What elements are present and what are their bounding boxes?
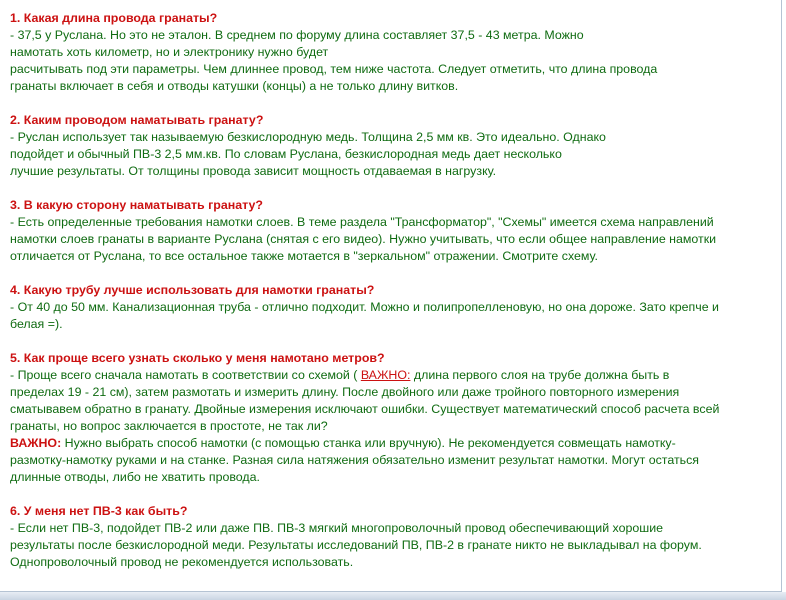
faq-answer-line: отличается от Руслана, то все остальное также мотается в "зеркальном" отражении. Смотрите схему. — [10, 249, 598, 263]
faq-item-4 — [10, 282, 780, 333]
faq-answer-line: гранаты включает в себя и отводы катушки (концы) а не только длину витков. — [10, 79, 459, 93]
faq-answer-line: гранаты, но вопрос заключается в простоте, не так ли? — [10, 419, 328, 433]
faq-answer-line: намотки слоев гранаты в варианте Руслана (снятая с его видео). Нужно учитывать, что если общее направление намотки — [10, 232, 717, 246]
faq-question: 5. Как проще всего узнать сколько у меня намотано метров? — [10, 351, 385, 365]
faq-note-line: длинные отводы, либо не хватить провода. — [10, 470, 260, 484]
bottom-strip — [0, 592, 786, 600]
faq-list — [10, 10, 780, 588]
faq-question: 2. Каким проводом наматывать гранату? — [10, 113, 264, 127]
faq-answer-line: подойдет и обычный ПВ-3 2,5 мм.кв. По словам Руслана, безкислородная медь дает несколько — [10, 147, 562, 161]
faq-item-3 — [10, 197, 780, 265]
faq-answer-line: - От 40 до 50 мм. Канализационная труба - отлично подходит. Можно и полипропелленовую, но она дороже. Зато крепче и — [10, 300, 719, 314]
faq-answer-line: расчитывать под эти параметры. Чем длиннее провод, тем ниже частота. Следует отметить, что длина провода — [10, 62, 658, 76]
faq-answer-line: - Руслан использует так называемую безкислородную медь. Толщина 2,5 мм кв. Это идеально. Однако — [10, 130, 606, 144]
faq-answer-line: результаты после безкислородной меди. Результаты исследований ПВ, ПВ-2 в гранате никто не выкладывал на форум. — [10, 538, 702, 552]
important-label: ВАЖНО: — [10, 436, 62, 450]
faq-answer-line: - Если нет ПВ-3, подойдет ПВ-2 или даже ПВ. ПВ-3 мягкий многопроволочный провод обеспечивающий хорошие — [10, 521, 664, 535]
faq-answer-line: сматывавем обратно в гранату. Двойные измерения исключают ошибки. Существует математический способ расчета всей — [10, 402, 720, 416]
faq-question: 3. В какую сторону наматывать гранату? — [10, 198, 263, 212]
important-link[interactable]: ВАЖНО: — [360, 368, 411, 382]
faq-note-line: размотку-намотку руками и на станке. Разная сила натяжения обязательно изменит результат намотки. Могут остаться — [10, 453, 700, 467]
faq-answer-text: - Проще всего сначала намотать в соответствии со схемой ( — [10, 368, 361, 382]
faq-answer-line: лучшие результаты. От толщины провода зависит мощность отдаваемая в нагрузку. — [10, 164, 497, 178]
faq-question: 4. Какую трубу лучше использовать для намотки гранаты? — [10, 283, 375, 297]
faq-item-2 — [10, 112, 780, 180]
faq-answer-line — [10, 367, 780, 384]
faq-answer-line: Однопроволочный провод не рекомендуется использовать. — [10, 555, 354, 569]
faq-note-text: Нужно выбрать способ намотки (с помощью станка или вручную). Не рекомендуется совмещать намотку- — [61, 436, 676, 450]
faq-question: 6. У меня нет ПВ-3 как быть? — [10, 504, 188, 518]
faq-answer-text: длина первого слоя на трубе должна быть в — [410, 368, 670, 382]
faq-item-6 — [10, 503, 780, 571]
faq-answer-line: - Есть определенные требования намотки слоев. В теме раздела "Трансформатор", "Схемы" имеется схема направлений — [10, 215, 714, 229]
faq-note-line — [10, 435, 780, 452]
faq-answer-line: - 37,5 у Руслана. Но это не эталон. В среднем по форуму длина составляет 37,5 - 43 метра. Можно — [10, 28, 584, 42]
faq-item-5 — [10, 350, 780, 486]
faq-answer-line: пределах 19 - 21 см), затем размотать и измерить длину. После двойного или даже тройного повторного измерения — [10, 385, 680, 399]
faq-question: 1. Какая длина провода гранаты? — [10, 11, 218, 25]
faq-answer-line: белая =). — [10, 317, 63, 331]
faq-item-1 — [10, 10, 780, 95]
faq-answer-line: намотать хоть километр, но и электронику нужно будет — [10, 45, 329, 59]
